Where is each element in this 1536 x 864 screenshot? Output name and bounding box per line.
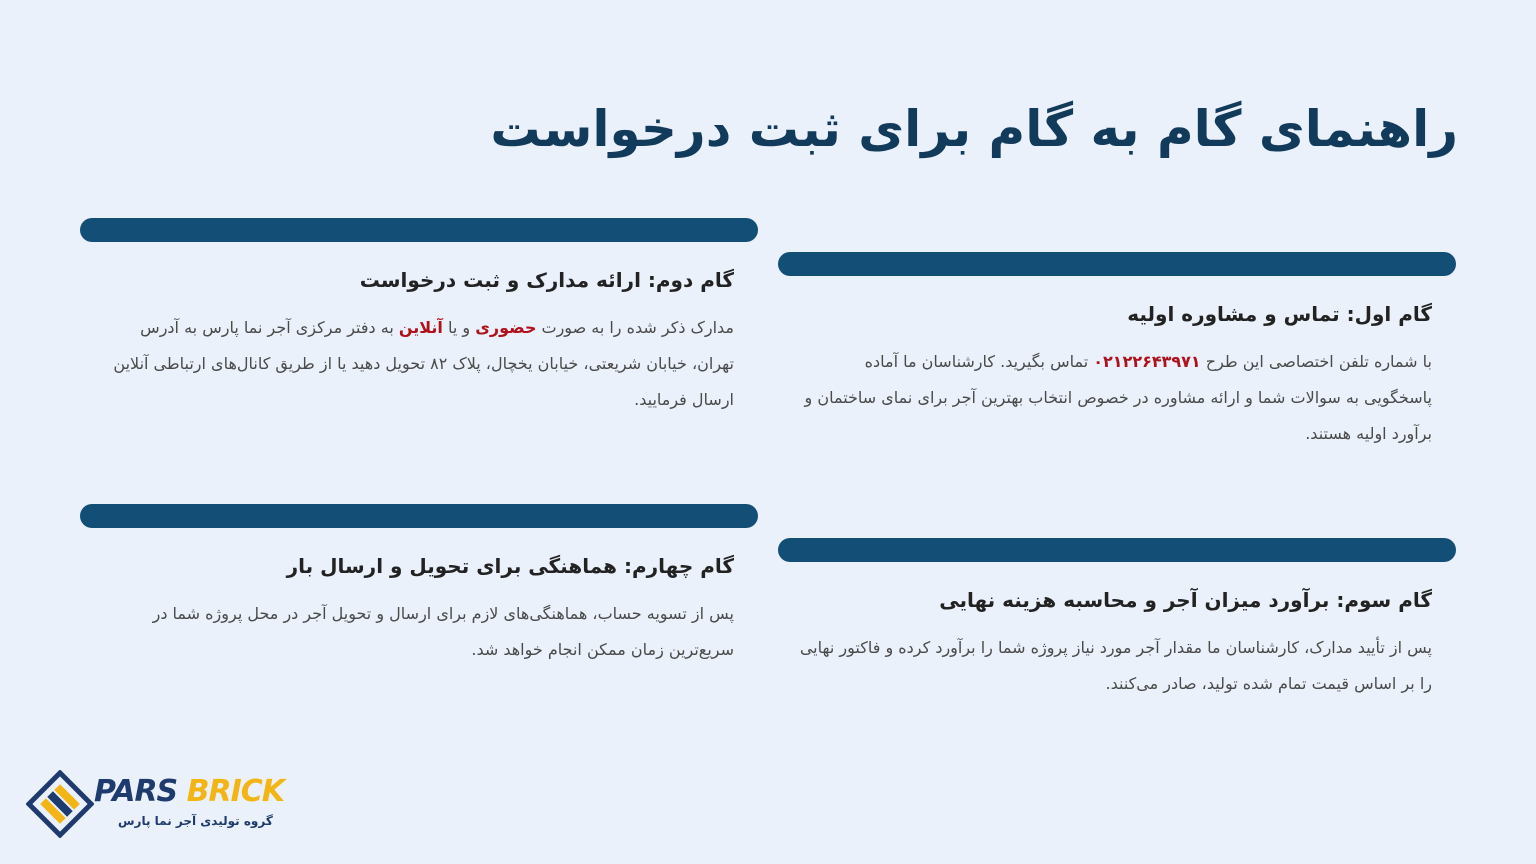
step-4-heading: گام چهارم: هماهنگی برای تحویل و ارسال بار xyxy=(286,554,734,578)
step-2-text-part2: و یا xyxy=(442,318,476,337)
step-1-heading: گام اول: تماس و مشاوره اولیه xyxy=(1127,302,1432,326)
brand-brick: BRICK xyxy=(177,774,285,809)
phone-number[interactable]: ۰۲۱۲۲۶۴۳۹۷۱ xyxy=(1093,352,1201,371)
step-2-text-part1: مدارک ذکر شده را به صورت xyxy=(536,318,734,337)
page-title: راهنمای گام به گام برای ثبت درخواست xyxy=(490,100,1458,158)
in-person-highlight: حضوری xyxy=(475,318,537,337)
step-2-card xyxy=(80,218,758,418)
step-1-body xyxy=(778,344,1456,452)
step-4-bar xyxy=(80,504,758,528)
step-3-body: پس از تأیید مدارک، کارشناسان ما مقدار آجر مورد نیاز پروژه شما را برآورد کرده و فاکتور نهایی را بر اساس قیمت تمام شده تولید، صادر می‌کنند. xyxy=(799,638,1432,693)
brand-name xyxy=(94,774,284,809)
pars-brick-logo xyxy=(26,770,306,840)
step-3-heading: گام سوم: برآورد میزان آجر و محاسبه هزینه نهایی xyxy=(939,588,1432,612)
step-4-card xyxy=(80,504,758,668)
step-3-card xyxy=(778,538,1456,702)
step-4-body: پس از تسویه حساب، هماهنگی‌های لازم برای ارسال و تحویل آجر در محل پروژه شما در سریع‌ترین زمان ممکن انجام خواهد شد. xyxy=(152,604,734,659)
step-3-bar xyxy=(778,538,1456,562)
step-2-heading: گام دوم: ارائه مدارک و ثبت درخواست xyxy=(359,268,734,292)
step-2-bar xyxy=(80,218,758,242)
step-2-text-part3: به دفتر مرکزی آجر نما پارس به آدرس تهران، خیابان شریعتی، خیابان یخچال، پلاک ۸۲ تحویل دهید یا از طریق کانال‌های ارتباطی آنلاین ارسال فرمایید. xyxy=(113,318,734,409)
step-1-text-after: تماس بگیرید. کارشناسان ما آماده پاسخگویی به سوالات شما و ارائه مشاوره در خصوص انتخاب بهترین آجر برای نمای ساختمان و برآورد اولیه هستند. xyxy=(804,352,1432,443)
brick-emblem-icon xyxy=(26,770,94,838)
brand-pars: PARS xyxy=(94,774,178,809)
online-highlight: آنلاین xyxy=(398,318,443,337)
step-2-body xyxy=(80,310,758,418)
step-1-bar xyxy=(778,252,1456,276)
step-1-card xyxy=(778,252,1456,452)
step-1-text-before: با شماره تلفن اختصاصی این طرح xyxy=(1200,352,1432,371)
brand-tagline: گروه تولیدی آجر نما پارس xyxy=(118,814,273,828)
